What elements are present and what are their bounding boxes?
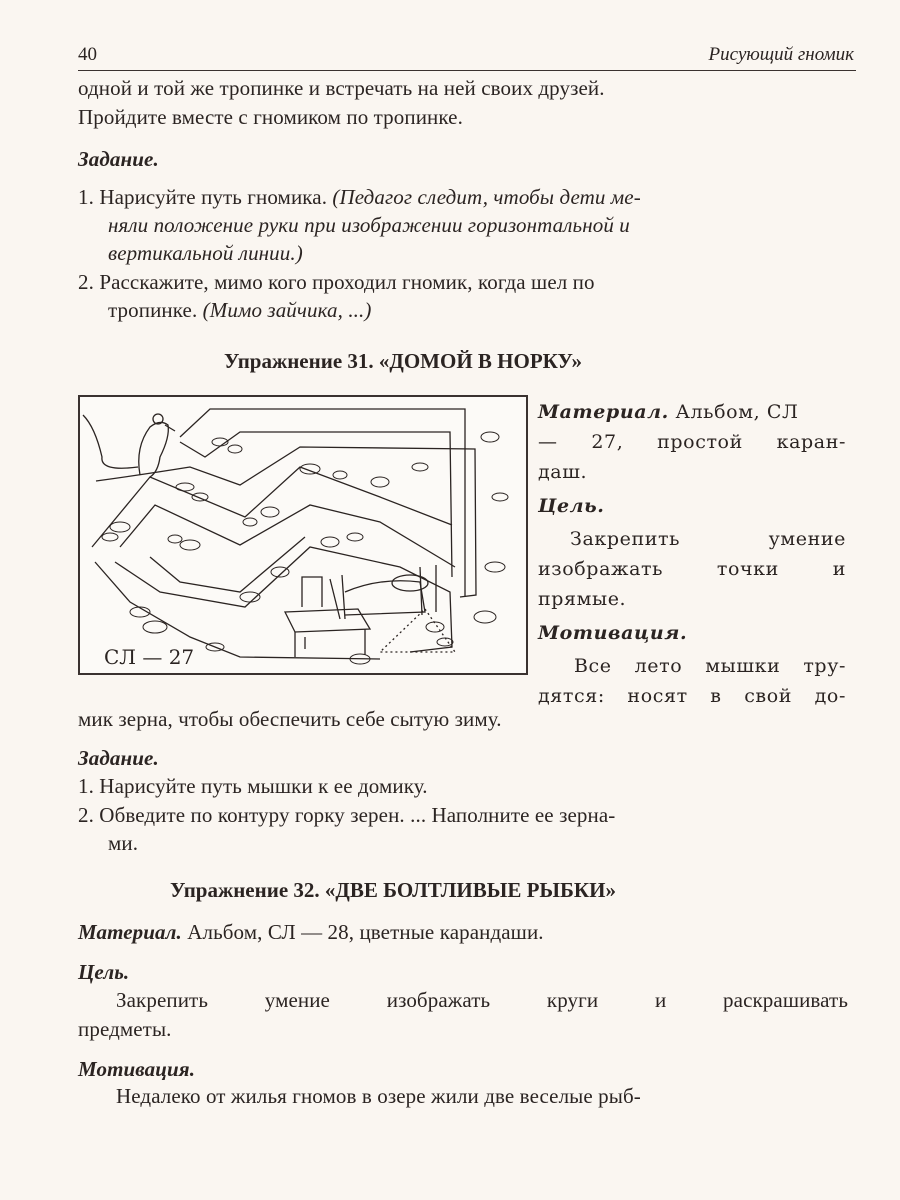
page-number: 40 [78, 44, 97, 65]
ex31-material-text-1: Альбом, СЛ [675, 401, 799, 423]
ex31-task-2: 2. Обведите по контуру горку зерен. ... Наполните ее зерна- [78, 803, 616, 827]
ex31-task-2-cont: ми. [108, 831, 139, 855]
ex32-material-text: Альбом, СЛ — 28, цветные карандаши. [187, 920, 544, 944]
ex32-goal-label: Цель. [78, 960, 130, 984]
ex32-goal-line-1: Закрепить умение изображать круги и раскрашивать [116, 988, 848, 1012]
ex32-motivation-label: Мотивация. [78, 1057, 196, 1081]
ex31-goal-label: Цель. [538, 495, 605, 517]
figure-label: СЛ — 27 [104, 645, 195, 669]
ex31-material-label: Материал. [538, 401, 669, 423]
ex31-material-line-1 [538, 401, 848, 423]
running-title: Рисующий гномик [708, 44, 854, 65]
ex31-motivation-label: Мотивация. [538, 622, 688, 644]
ex31-material-line-3: даш. [538, 461, 588, 483]
task-item-2-text-2: тропинке. [108, 298, 198, 322]
ex31-goal-line-2: изображать точки и [538, 558, 846, 580]
task-item-1-num: 1. [78, 185, 94, 209]
task-item-1-note: (Педагог следит, чтобы дети ме- [332, 185, 641, 209]
ex32-material-label: Материал. [78, 920, 182, 944]
task-item-2-line-2 [108, 298, 371, 323]
ex31-motivation-line-1: Все лето мышки тру- [574, 655, 846, 677]
running-header [78, 42, 856, 71]
intro-line-1: одной и той же тропинке и встречать на ней своих друзей. [78, 76, 605, 100]
task-item-2-line-1 [78, 270, 595, 295]
ex31-material-line-2: — 27, простой каран- [538, 431, 846, 453]
ex31-goal-line-3: прямые. [538, 588, 627, 610]
illustration-mouse-maze [78, 395, 528, 675]
task-item-1-line-1 [78, 185, 848, 210]
task-item-1-text: Нарисуйте путь гномика. [99, 185, 328, 209]
ex32-motivation-line: Недалеко от жилья гномов в озере жили две веселые рыб- [116, 1084, 641, 1108]
ex32-material [78, 920, 544, 945]
ex32-goal-line-2: предметы. [78, 1017, 172, 1041]
task-item-2-text: Расскажите, мимо кого проходил гномик, когда шел по [99, 270, 595, 294]
ex31-task-label: Задание. [78, 746, 159, 770]
ex31-motivation-line-3: мик зерна, чтобы обеспечить себе сытую зиму. [78, 707, 502, 731]
task-item-1-line-3: вертикальной линии.) [108, 241, 303, 265]
task-item-2-note: (Мимо зайчика, ...) [202, 298, 372, 322]
ex31-motivation-line-2: дятся: носят в свой до- [538, 685, 846, 707]
maze-illustration-svg [80, 397, 526, 673]
exercise-31-title: Упражнение 31. «ДОМОЙ В НОРКУ» [224, 349, 583, 373]
ex31-task-1: 1. Нарисуйте путь мышки к ее домику. [78, 774, 428, 798]
exercise-32-title: Упражнение 32. «ДВЕ БОЛТЛИВЫЕ РЫБКИ» [170, 878, 616, 902]
task-label: Задание. [78, 147, 159, 171]
task-item-2-num: 2. [78, 270, 94, 294]
task-item-1-line-2: няли положение руки при изображении горизонтальной и [108, 213, 630, 237]
intro-line-2: Пройдите вместе с гномиком по тропинке. [78, 105, 463, 129]
ex31-goal-line-1: Закрепить умение [570, 528, 846, 550]
